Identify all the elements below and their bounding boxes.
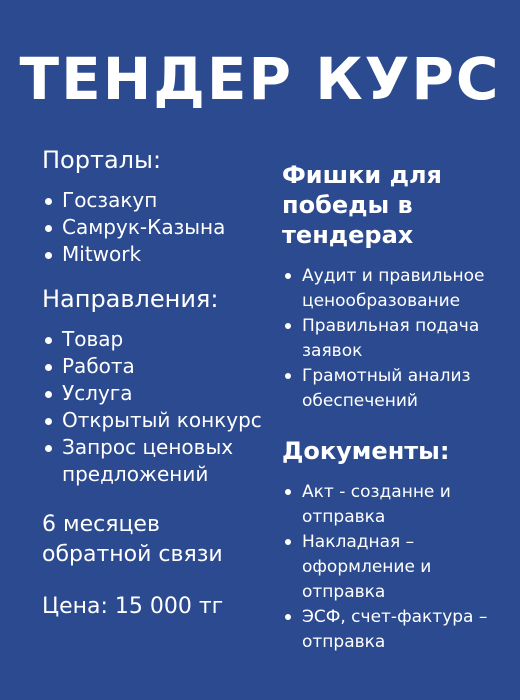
list-item: Услуга (42, 380, 282, 407)
page-title: ТЕНДЕР КУРС (19, 45, 501, 113)
portals-list (42, 187, 282, 268)
portals-heading: Порталы: (42, 146, 162, 174)
list-item: Грамотный анализ обеспечений (282, 364, 492, 414)
left-column (42, 145, 282, 622)
documents-heading: Документы: (282, 437, 450, 465)
right-column (282, 160, 512, 655)
list-item: Товар (42, 326, 282, 353)
tips-heading: Фишки для победы в тендерах (282, 161, 442, 249)
documents-list (282, 480, 512, 655)
price-label: Цена: 15 000 тг (42, 594, 224, 619)
list-item: Запрос ценовых предложений (42, 434, 252, 488)
list-item: Госзакуп (42, 187, 282, 214)
list-item: Накладная – оформление и отправка (282, 530, 462, 605)
directions-list (42, 326, 282, 488)
list-item: Правильная подача заявок (282, 314, 492, 364)
directions-heading: Направления: (42, 285, 219, 313)
feedback-note: 6 месяцев обратной связи (42, 512, 223, 567)
list-item: Аудит и правильное ценообразование (282, 264, 497, 314)
list-item: Акт - созданне и отправка (282, 480, 482, 530)
list-item: Самрук-Казына (42, 214, 282, 241)
list-item: Mitwork (42, 241, 282, 268)
list-item: Работа (42, 353, 282, 380)
tips-list (282, 264, 512, 414)
list-item: ЭСФ, счет-фактура – отправка (282, 605, 507, 655)
list-item: Открытый конкурс (42, 407, 282, 434)
